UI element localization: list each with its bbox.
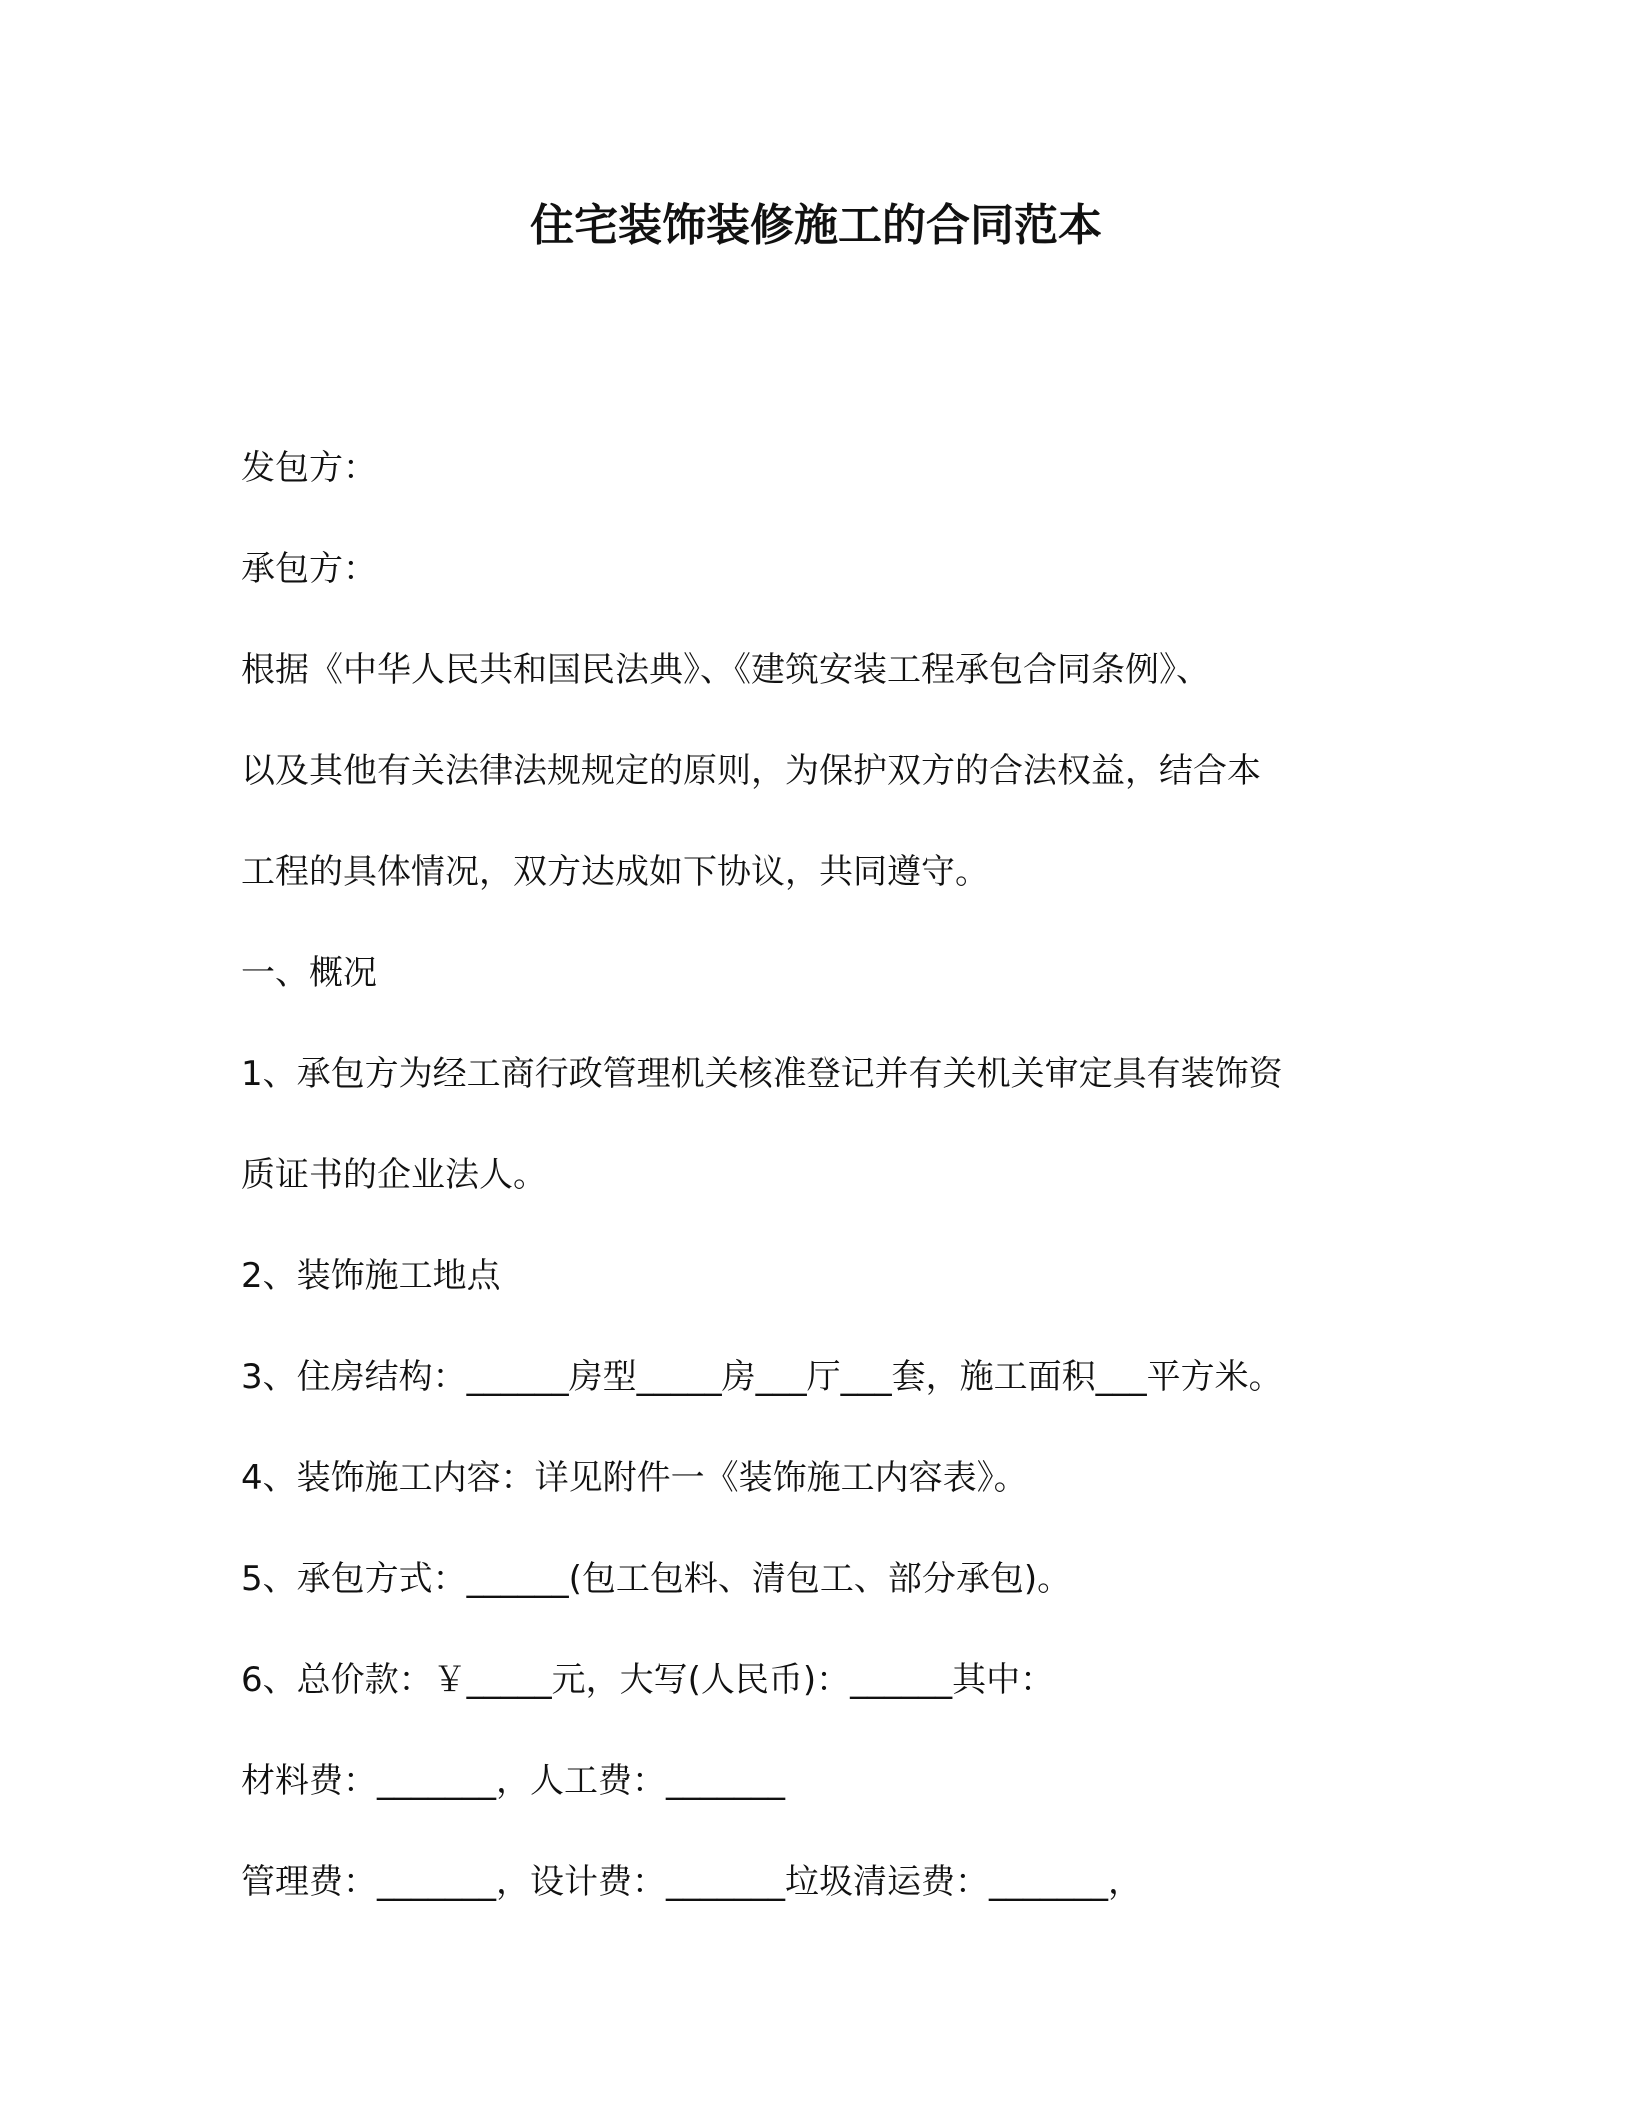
section-heading-overview: 一、概况 [241, 953, 377, 993]
clause-5: 5、承包方式：______(包工包料、清包工、部分承包)。 [241, 1559, 1072, 1599]
party-a-line: 发包方： [241, 448, 377, 488]
clause-4: 4、装饰施工内容：详见附件一《装饰施工内容表》。 [241, 1458, 1028, 1498]
party-b-line: 承包方： [241, 549, 377, 589]
preamble-line-1: 根据《中华人民共和国民法典》、《建筑安装工程承包合同条例》、 [241, 650, 1210, 690]
fee-line-1: 材料费：_______，人工费：_______ [241, 1761, 785, 1801]
preamble-line-2: 以及其他有关法律法规规定的原则，为保护双方的合法权益，结合本 [241, 751, 1261, 791]
preamble-line-3: 工程的具体情况，双方达成如下协议，共同遵守。 [241, 852, 989, 892]
clause-6: 6、总价款：￥_____元，大写(人民币)：______其中： [241, 1660, 1055, 1700]
document-body [241, 418, 1401, 1933]
document-title: 住宅装饰装修施工的合同范本 [530, 200, 1102, 251]
clause-1-line-2: 质证书的企业法人。 [241, 1155, 547, 1195]
clause-1-line-1: 1、承包方为经工商行政管理机关核准登记并有关机关审定具有装饰资 [241, 1054, 1283, 1094]
clause-2: 2、装饰施工地点 [241, 1256, 501, 1296]
fee-line-2: 管理费：_______，设计费：_______垃圾清运费：_______， [241, 1862, 1142, 1902]
clause-3: 3、住房结构：______房型_____房___厅___套，施工面积___平方米。 [241, 1357, 1283, 1397]
